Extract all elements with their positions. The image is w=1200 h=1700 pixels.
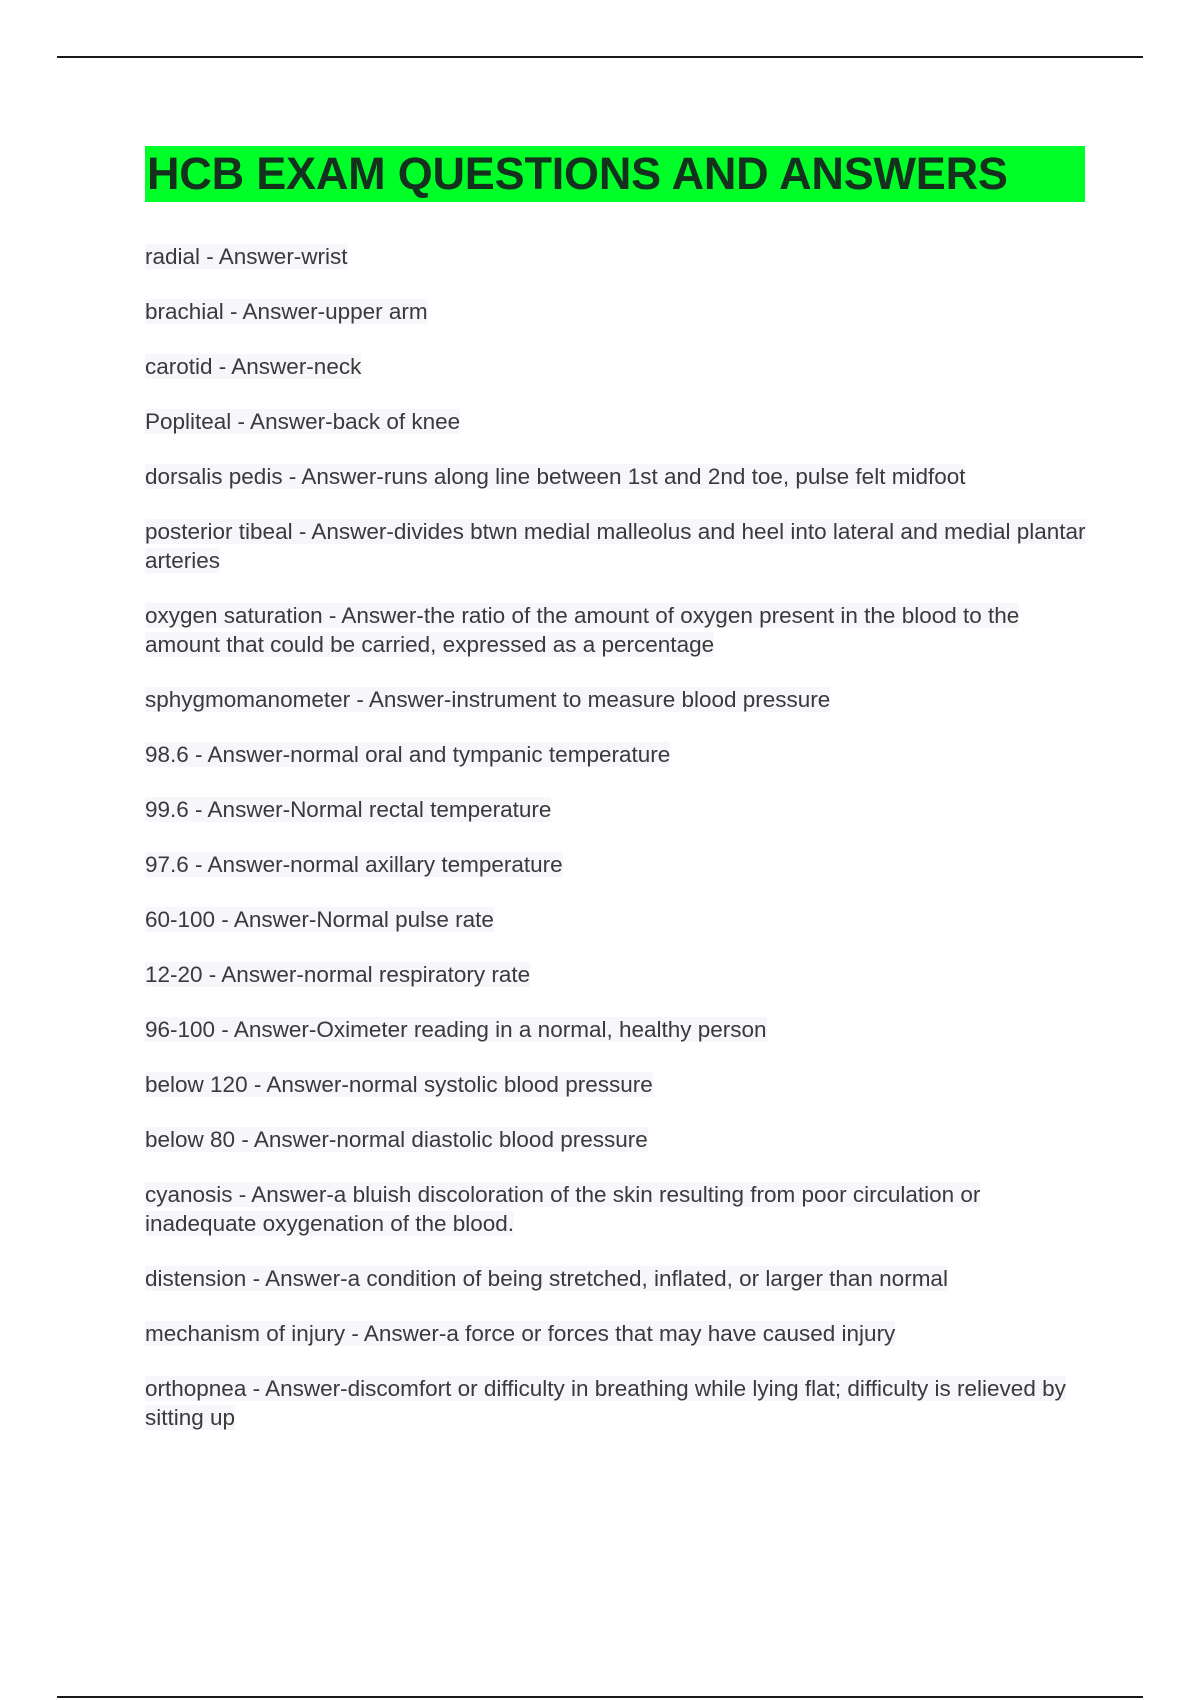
- qa-text: below 120 - Answer-normal systolic blood pressure: [145, 1072, 653, 1097]
- qa-text: mechanism of injury - Answer-a force or forces that may have caused injury: [145, 1321, 896, 1346]
- qa-text: 60-100 - Answer-Normal pulse rate: [145, 907, 494, 932]
- page-title: HCB EXAM QUESTIONS AND ANSWERS: [147, 148, 1008, 199]
- list-item: [145, 905, 1095, 934]
- qa-text: orthopnea - Answer-discomfort or difficulty in breathing while lying flat; difficulty is relieved by sitting up: [145, 1376, 1066, 1430]
- qa-text: brachial - Answer-upper arm: [145, 299, 428, 324]
- qa-text: dorsalis pedis - Answer-runs along line between 1st and 2nd toe, pulse felt midfoot: [145, 464, 966, 489]
- list-item: [145, 740, 1095, 769]
- qa-text: Popliteal - Answer-back of knee: [145, 409, 461, 434]
- list-item: [145, 1180, 1095, 1238]
- qa-text: 96-100 - Answer-Oximeter reading in a normal, healthy person: [145, 1017, 767, 1042]
- qa-text: 12-20 - Answer-normal respiratory rate: [145, 962, 531, 987]
- list-item: [145, 850, 1095, 879]
- qa-text: 98.6 - Answer-normal oral and tympanic temperature: [145, 742, 671, 767]
- list-item: [145, 1125, 1095, 1154]
- list-item: [145, 1015, 1095, 1044]
- qa-text: oxygen saturation - Answer-the ratio of the amount of oxygen present in the blood to the amount that could be carried, expressed as a percentage: [145, 603, 1020, 657]
- list-item: [145, 1374, 1095, 1432]
- qa-text: distension - Answer-a condition of being stretched, inflated, or larger than normal: [145, 1266, 948, 1291]
- list-item: [145, 517, 1095, 575]
- list-item: [145, 960, 1095, 989]
- qa-text: sphygmomanometer - Answer-instrument to measure blood pressure: [145, 687, 831, 712]
- qa-text: cyanosis - Answer-a bluish discoloration of the skin resulting from poor circulation or inadequate oxygenation of the blood.: [145, 1182, 981, 1236]
- list-item: [145, 297, 1095, 326]
- bottom-rule: [57, 1696, 1143, 1698]
- qa-text: 99.6 - Answer-Normal rectal temperature: [145, 797, 552, 822]
- qa-text: radial - Answer-wrist: [145, 244, 348, 269]
- list-item: [145, 795, 1095, 824]
- list-item: [145, 1070, 1095, 1099]
- list-item: [145, 1264, 1095, 1293]
- list-item: [145, 242, 1095, 271]
- list-item: [145, 685, 1095, 714]
- list-item: [145, 601, 1095, 659]
- qa-list: [145, 242, 1095, 1458]
- qa-text: carotid - Answer-neck: [145, 354, 362, 379]
- list-item: [145, 462, 1095, 491]
- list-item: [145, 407, 1095, 436]
- qa-text: 97.6 - Answer-normal axillary temperature: [145, 852, 563, 877]
- title-highlight: [145, 146, 1085, 202]
- qa-text: posterior tibeal - Answer-divides btwn medial malleolus and heel into lateral and medial plantar arteries: [145, 519, 1086, 573]
- qa-text: below 80 - Answer-normal diastolic blood pressure: [145, 1127, 648, 1152]
- top-rule: [57, 56, 1143, 58]
- list-item: [145, 1319, 1095, 1348]
- list-item: [145, 352, 1095, 381]
